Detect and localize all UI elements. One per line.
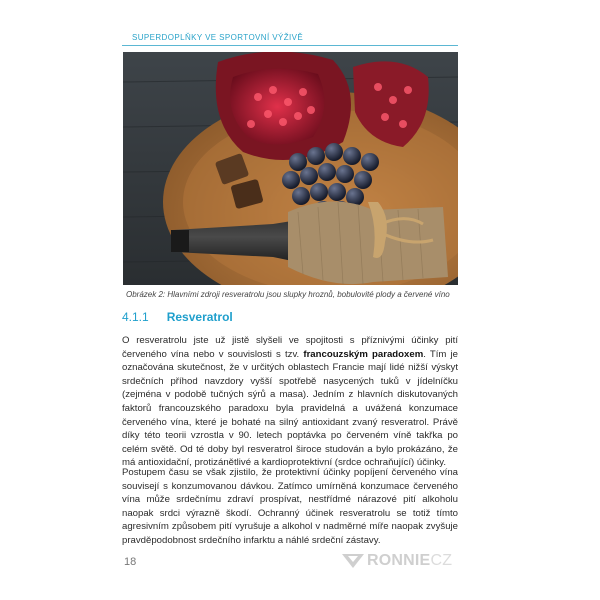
section-title: Resveratrol — [166, 310, 233, 324]
figure-caption: Obrázek 2: Hlavními zdroji resveratrolu jsou slupky hroznů, bobulovité plody a červené víno — [126, 290, 450, 299]
paragraph-1-lead: O resveratrolu jste už jistě slyšeli ve spojitosti s příznivými účinky pití červeného vína nebo v souvislosti s tzv. — [122, 335, 458, 360]
publisher-logo — [342, 552, 452, 570]
logo-chevron-icon — [342, 554, 364, 568]
section-heading — [122, 310, 233, 324]
paragraph-1-emphasis: francouzským paradoxem — [303, 348, 424, 360]
logo-text-suffix: CZ — [430, 552, 453, 569]
figure-photo — [123, 52, 458, 285]
paragraph-2: Postupem času se však zjistilo, že protektivní účinky popíjení červeného vína souvisejí s konzumovanou dávkou. Zatímco umírněná konzumace červeného vína může srdečnímu zdraví prospívat, nestřídmé nárazové pití alkoholu naopak srdci výrazně škodí. Ochranný účinek resveratrolu se totiž tímto agresivním způsobem pití vyrušuje a alkohol v nadměrné míře naopak zvyšuje pravděpodobnost srdečního infarktu a náhlé srdeční zástavy. — [122, 467, 458, 546]
page-number: 18 — [124, 556, 137, 568]
photo-wine-grapes-pomegranate — [123, 52, 458, 285]
logo-wordmark — [367, 552, 452, 570]
paragraph-1-rest: . Tím je označována skutečnost, že v určitých oblastech Francie mají lidé nižší výskyt srdečních příhod navzdory vyšší spotřebě nasycených tuků v jídelníčku (zejména v podobě tučných sýrů a masa). Jedním z hlavních diskutovaných faktorů francouzského paradoxu byla pravidelná a uvážená konzumace červeného vína, které je bohaté na silný antioxidant zvaný resveratrol. Právě díky této teorii vzrostla v 90. letech poptávka po červeném víně takřka po celém světě. Od té doby byl resveratrol široce studován a bylo prokázáno, že má antioxidační, protizánětlivé a kardioprotektivní (srdce ochraňující) účinky. — [122, 348, 459, 469]
logo-text-main: RONNIE — [367, 552, 431, 569]
running-header: SUPERDOPLŇKY VE SPORTOVNÍ VÝŽIVĚ — [132, 33, 304, 42]
paragraph-1 — [122, 334, 458, 470]
section-number: 4.1.1 — [122, 310, 149, 324]
header-divider — [122, 45, 458, 46]
